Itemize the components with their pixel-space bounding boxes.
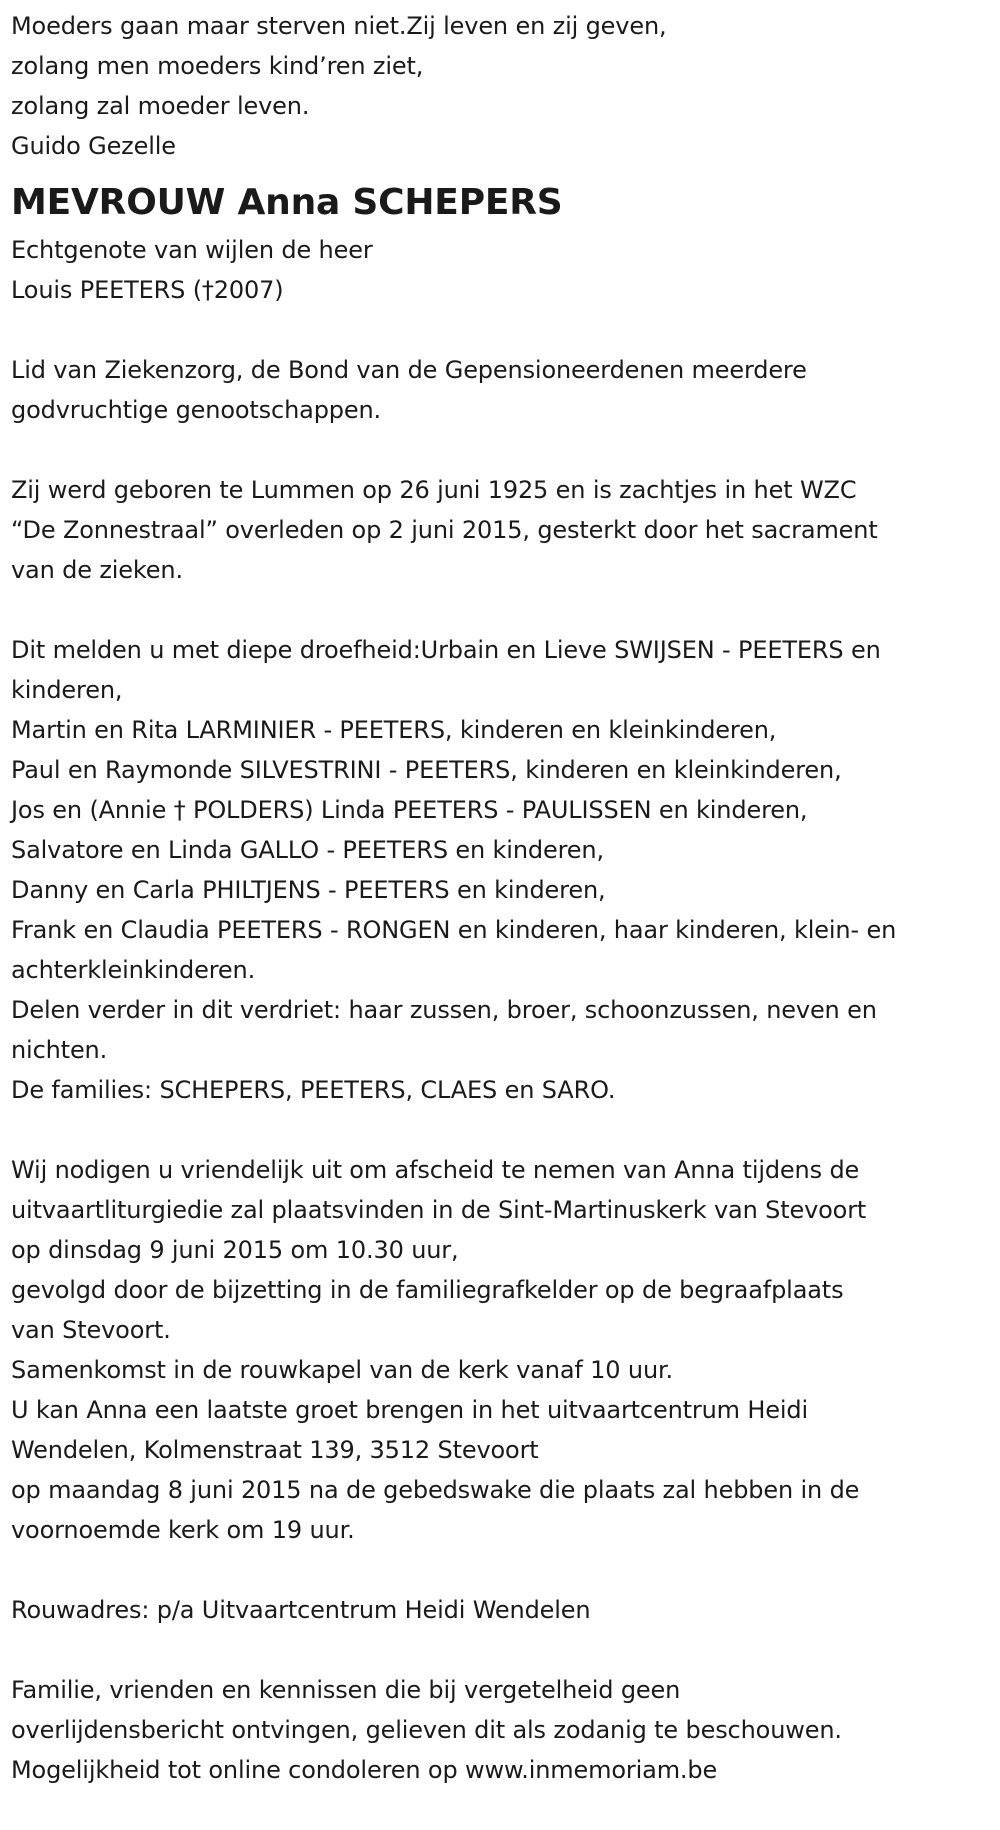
birth-death-line: “De Zonnestraal” overleden op 2 juni 2015, gesterkt door het sacrament — [11, 516, 878, 544]
closing-line: Familie, vrienden en kennissen die bij vergetelheid geen — [11, 1676, 681, 1704]
family-line: Frank en Claudia PEETERS - RONGEN en kinderen, haar kinderen, klein- en — [11, 916, 897, 944]
birth-death-section — [11, 470, 985, 590]
funeral-line: Samenkomst in de rouwkapel van de kerk vanaf 10 uur. — [11, 1356, 673, 1384]
spouse-line: Echtgenote van wijlen de heer — [11, 236, 373, 264]
closing-line: overlijdensbericht ontvingen, gelieven dit als zodanig te beschouwen. — [11, 1716, 842, 1744]
poem-line: Moeders gaan maar sterven niet.Zij leven en zij geven, — [11, 12, 667, 40]
spacer — [11, 1630, 985, 1670]
family-line: kinderen, — [11, 676, 123, 704]
poem-author: Guido Gezelle — [11, 132, 176, 160]
funeral-line: op maandag 8 juni 2015 na de gebedswake die plaats zal hebben in de — [11, 1476, 860, 1504]
deceased-name-heading: MEVROUW Anna SCHEPERS — [11, 182, 563, 223]
membership-line: Lid van Ziekenzorg, de Bond van de Gepensioneerdenen meerdere — [11, 356, 807, 384]
funeral-line: op dinsdag 9 juni 2015 om 10.30 uur, — [11, 1236, 459, 1264]
poem-line: zolang zal moeder leven. — [11, 92, 310, 120]
funeral-line: voornoemde kerk om 19 uur. — [11, 1516, 355, 1544]
spacer — [11, 310, 985, 350]
address-section — [11, 1590, 985, 1630]
membership-line: godvruchtige genootschappen. — [11, 396, 382, 424]
mourning-address: Rouwadres: p/a Uitvaartcentrum Heidi Wendelen — [11, 1596, 591, 1624]
spacer — [11, 430, 985, 470]
funeral-line: gevolgd door de bijzetting in de familiegrafkelder op de begraafplaats — [11, 1276, 844, 1304]
family-line: Martin en Rita LARMINIER - PEETERS, kinderen en kleinkinderen, — [11, 716, 777, 744]
poem-line: zolang men moeders kind’ren ziet, — [11, 52, 424, 80]
family-section — [11, 630, 985, 1110]
funeral-line: Wij nodigen u vriendelijk uit om afscheid te nemen van Anna tijdens de — [11, 1156, 860, 1184]
spouse-section — [11, 230, 985, 310]
family-line: Salvatore en Linda GALLO - PEETERS en kinderen, — [11, 836, 604, 864]
funeral-line: U kan Anna een laatste groet brengen in het uitvaartcentrum Heidi — [11, 1396, 809, 1424]
closing-section — [11, 1670, 985, 1790]
funeral-section — [11, 1150, 985, 1550]
funeral-line: Wendelen, Kolmenstraat 139, 3512 Stevoort — [11, 1436, 539, 1464]
family-line: Jos en (Annie † POLDERS) Linda PEETERS - PAULISSEN en kinderen, — [11, 796, 808, 824]
poem-section — [11, 6, 985, 166]
family-line: De families: SCHEPERS, PEETERS, CLAES en SARO. — [11, 1076, 616, 1104]
family-line: nichten. — [11, 1036, 108, 1064]
spacer — [11, 1550, 985, 1590]
birth-death-line: Zij werd geboren te Lummen op 26 juni 1925 en is zachtjes in het WZC — [11, 476, 857, 504]
funeral-line: van Stevoort. — [11, 1316, 171, 1344]
membership-section — [11, 350, 985, 430]
funeral-line: uitvaartliturgiedie zal plaatsvinden in de Sint-Martinuskerk van Stevoort — [11, 1196, 867, 1224]
family-line: Paul en Raymonde SILVESTRINI - PEETERS, kinderen en kleinkinderen, — [11, 756, 842, 784]
family-line: Dit melden u met diepe droefheid:Urbain en Lieve SWIJSEN - PEETERS en — [11, 636, 881, 664]
family-line: achterkleinkinderen. — [11, 956, 256, 984]
spacer — [11, 1110, 985, 1150]
spouse-line: Louis PEETERS (†2007) — [11, 276, 284, 304]
spacer — [11, 590, 985, 630]
birth-death-line: van de zieken. — [11, 556, 183, 584]
family-line: Danny en Carla PHILTJENS - PEETERS en kinderen, — [11, 876, 606, 904]
closing-line: Mogelijkheid tot online condoleren op www.inmemoriam.be — [11, 1756, 718, 1784]
family-line: Delen verder in dit verdriet: haar zussen, broer, schoonzussen, neven en — [11, 996, 877, 1024]
